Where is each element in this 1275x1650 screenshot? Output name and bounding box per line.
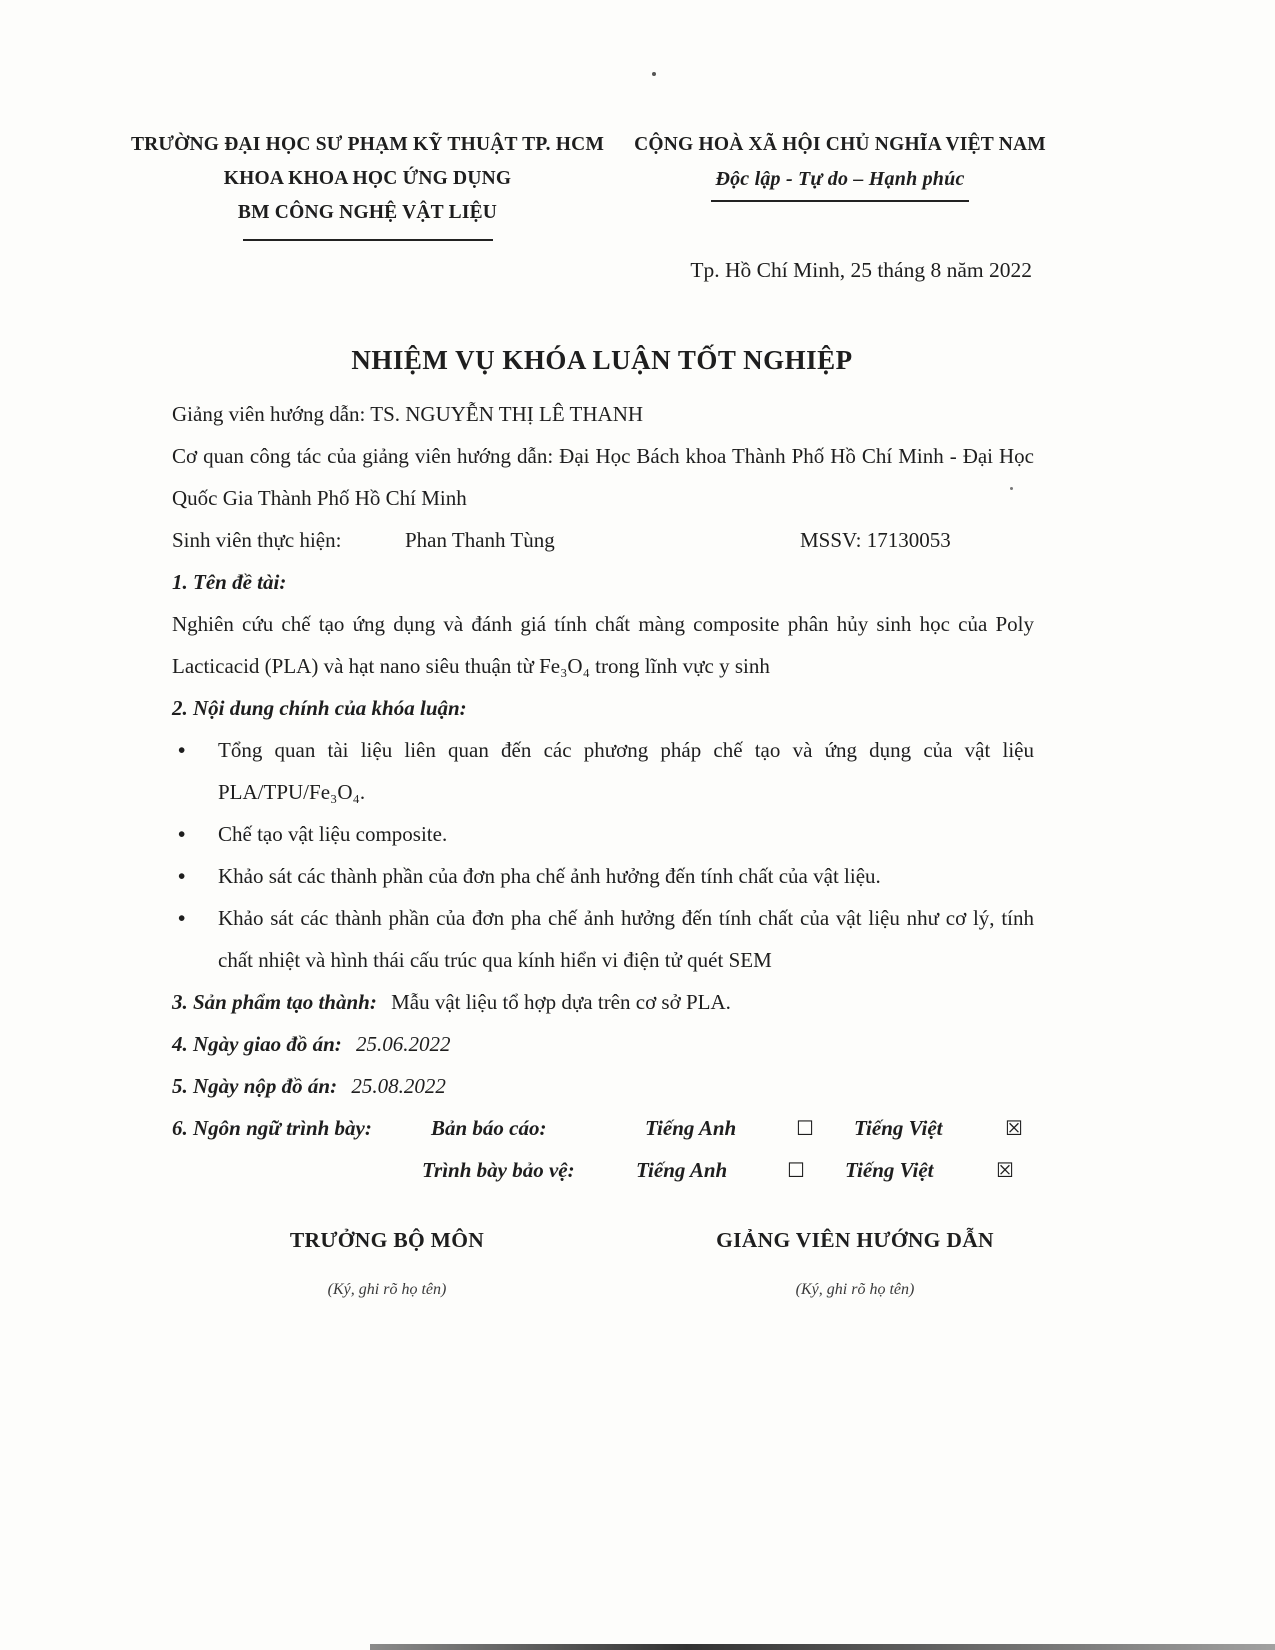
language-row-defense [172, 1149, 1034, 1191]
country-title: CỘNG HOÀ XÃ HỘI CHỦ NGHĨA VIỆT NAM [634, 134, 1046, 155]
signature-left-note: (Ký, ghi rõ họ tên) [327, 1281, 447, 1298]
scan-speck [652, 72, 656, 76]
student-name: Phan Thanh Tùng [405, 528, 555, 552]
university-name: TRƯỜNG ĐẠI HỌC SƯ PHẠM KỸ THUẬT TP. HCM [130, 134, 605, 155]
document-header [115, 128, 1160, 241]
section-3-body-text: Mẫu vật liệu tổ hợp dựa trên cơ sở PLA. [391, 990, 731, 1014]
signature-right-title: GIẢNG VIÊN HƯỚNG DẪN [716, 1228, 994, 1252]
report-label: Bản báo cáo: [431, 1116, 547, 1140]
header-rule-right [711, 200, 969, 202]
bullet-icon: • [178, 864, 186, 888]
lang-english-label: Tiếng Anh [645, 1116, 737, 1140]
student-id: MSSV: 17130053 [800, 528, 951, 552]
list-item [172, 729, 1034, 813]
checkbox-english-unchecked-icon: ☐ [796, 1116, 814, 1140]
signature-left-title: TRƯỞNG BỘ MÔN [289, 1228, 485, 1252]
section-3-row [172, 981, 1034, 1023]
list-item [172, 897, 1034, 981]
section-2-heading-text: 2. Nội dung chính của khóa luận: [172, 696, 467, 720]
section-1-heading [172, 561, 1034, 603]
header-rule-left [243, 239, 493, 241]
section-5-heading-text: 5. Ngày nộp đồ án: [172, 1074, 338, 1098]
section-1-heading-text: 1. Tên đề tài: [172, 570, 287, 594]
spacer [172, 1149, 422, 1191]
bullet-text: Khảo sát các thành phần của đơn pha chế ảnh hưởng đến tính chất của vật liệu. [218, 864, 881, 888]
signature-head-of-department [172, 1228, 602, 1299]
section-2-heading [172, 687, 1034, 729]
section-4-heading-text: 4. Ngày giao đồ án: [172, 1032, 342, 1056]
national-motto-block [620, 128, 1060, 241]
faculty-name: KHOA KHOA HỌC ỨNG DỤNG [223, 168, 512, 189]
department-name: BM CÔNG NGHỆ VẬT LIỆU [237, 202, 498, 223]
institution-block [115, 128, 620, 241]
bullet-text: Chế tạo vật liệu composite. [218, 822, 448, 846]
scan-speck [1010, 487, 1013, 490]
scan-artifact-bottom-edge [370, 1644, 1275, 1650]
checkbox-vietnamese-checked-icon: ☒ [996, 1158, 1014, 1182]
student-label: Sinh viên thực hiện: [172, 528, 342, 552]
submission-date: 25.08.2022 [351, 1074, 446, 1098]
section-5-row [172, 1065, 1034, 1107]
assignment-date: 25.06.2022 [356, 1032, 451, 1056]
section-4-row [172, 1023, 1034, 1065]
signature-section [172, 1228, 1080, 1299]
list-item [172, 813, 1034, 855]
lang-vietnamese-label: Tiếng Việt [845, 1158, 934, 1182]
list-item [172, 855, 1034, 897]
dateline: Tp. Hồ Chí Minh, 25 tháng 8 năm 2022 [690, 258, 1032, 282]
bullet-text: Khảo sát các thành phần của đơn pha chế ảnh hưởng đến tính chất của vật liệu như cơ lý, tính chất nhiệt và hình thái cấu trúc qua kính hiển vi điện tử quét SEM [218, 906, 1034, 972]
section-6-heading-text: 6. Ngôn ngữ trình bày: [172, 1116, 372, 1140]
supervisor-workplace: Cơ quan công tác của giảng viên hướng dẫn: Đại Học Bách khoa Thành Phố Hồ Chí Minh - Đại Học Quốc Gia Thành Phố Hồ Chí Minh [172, 444, 1034, 510]
signature-supervisor [630, 1228, 1080, 1299]
bullet-text: Tổng quan tài liệu liên quan đến các phương pháp chế tạo và ứng dụng của vật liệu PLA/TPU/Fe₃O₄. [218, 738, 1034, 804]
bullet-icon: • [178, 822, 186, 846]
document-body [172, 393, 1034, 1191]
checkbox-english-unchecked-icon: ☐ [787, 1158, 805, 1182]
bullet-icon: • [178, 906, 186, 930]
supervisor-label: Giảng viên hướng dẫn: [172, 402, 366, 426]
national-motto: Độc lập - Tự do – Hạnh phúc [715, 168, 965, 190]
document-title: NHIỆM VỤ KHÓA LUẬN TỐT NGHIỆP [351, 345, 853, 375]
lang-vietnamese-label: Tiếng Việt [854, 1116, 943, 1140]
section-3-heading-text: 3. Sản phẩm tạo thành: [172, 990, 377, 1014]
language-row-report [172, 1107, 1034, 1149]
signature-right-note: (Ký, ghi rõ họ tên) [795, 1281, 915, 1298]
bullet-icon: • [178, 738, 186, 762]
thesis-title-text: Nghiên cứu chế tạo ứng dụng và đánh giá tính chất màng composite phân hủy sinh học của Poly Lacticacid (PLA) và hạt nano siêu thuận từ Fe₃O₄ trong lĩnh vực y sinh [172, 612, 1034, 678]
supervisor-name: TS. NGUYỄN THỊ LÊ THANH [370, 402, 644, 426]
student-row [172, 519, 1034, 561]
checkbox-vietnamese-checked-icon: ☒ [1005, 1116, 1023, 1140]
supervisor-row [172, 393, 1034, 435]
lang-english-label: Tiếng Anh [636, 1158, 728, 1182]
defense-label: Trình bày bảo vệ: [422, 1158, 575, 1182]
